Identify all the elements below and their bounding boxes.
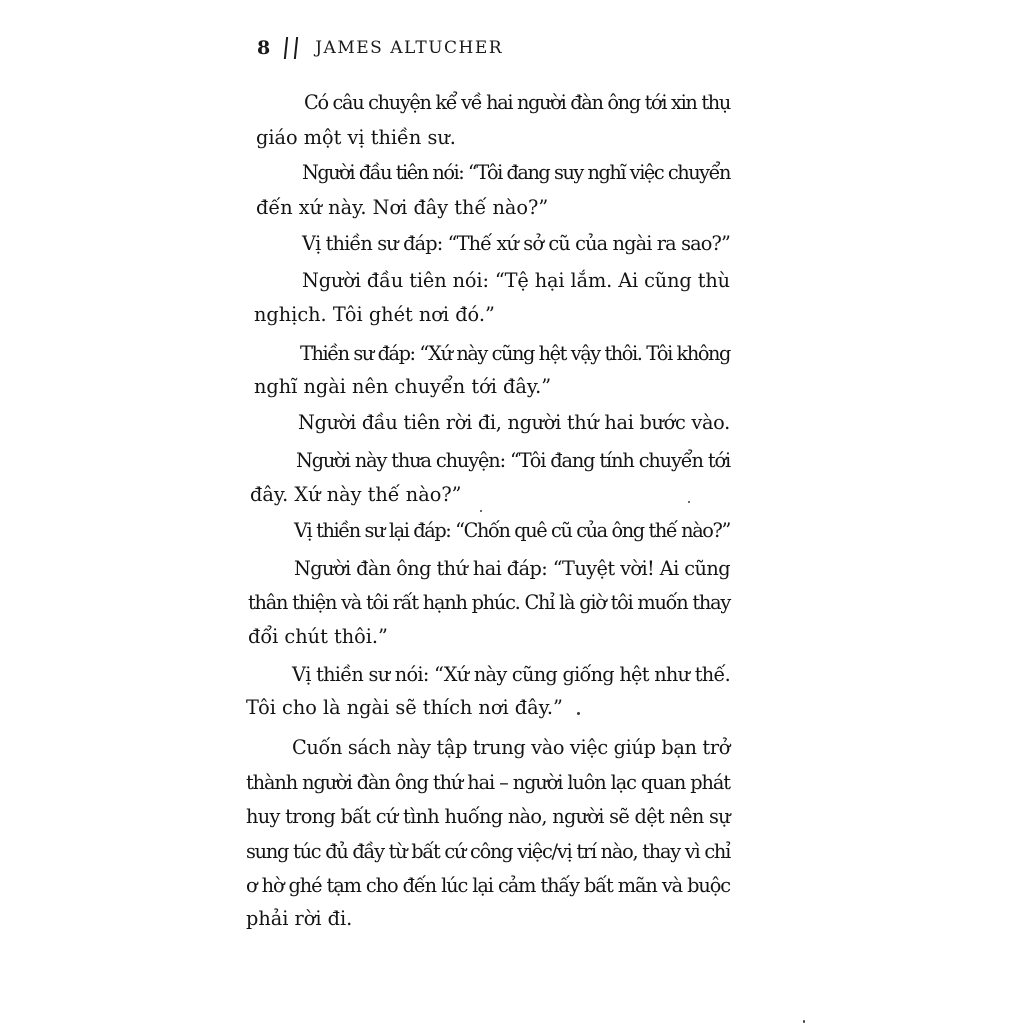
body-line: Có câu chuyện kể về hai người đàn ông tới xin thụ	[304, 91, 730, 114]
scan-speck	[803, 1020, 805, 1023]
body-line: thân thiện và tôi rất hạnh phúc. Chỉ là giờ tôi muốn thay	[248, 591, 731, 614]
body-line: Vị thiền sư đáp: “Thế xứ sở cũ của ngài ra sao?”	[302, 232, 730, 255]
body-line: ơ hờ ghé tạm cho đến lúc lại cảm thấy bất mãn và buộc	[246, 874, 731, 897]
body-line: Người đầu tiên rời đi, người thứ hai bước vào.	[298, 411, 730, 434]
body-line: Vị thiền sư lại đáp: “Chốn quê cũ của ông thế nào?”	[294, 519, 730, 542]
body-line: Thiền sư đáp: “Xứ này cũng hệt vậy thôi. Tôi không	[300, 342, 730, 365]
body-line: đổi chút thôi.”	[248, 625, 388, 648]
body-line: huy trong bất cứ tình huống nào, người sẽ dệt nên sự	[246, 805, 730, 828]
scan-speck	[480, 510, 482, 512]
body-line: phải rời đi.	[246, 907, 353, 930]
body-line: Cuốn sách này tập trung vào việc giúp bạn trở	[292, 736, 730, 759]
body-line: Tôi cho là ngài sẽ thích nơi đây.”	[246, 696, 563, 719]
body-line: thành người đàn ông thứ hai – người luôn lạc quan phát	[246, 771, 730, 794]
body-line: nghịch. Tôi ghét nơi đó.”	[254, 303, 495, 326]
body-line: Người này thưa chuyện: “Tôi đang tính chuyển tới	[296, 449, 730, 472]
body-line: giáo một vị thiền sư.	[256, 126, 456, 149]
body-line: Vị thiền sư nói: “Xứ này cũng giống hệt như thế.	[292, 663, 731, 686]
body-line: đến xứ này. Nơi đây thế nào?”	[256, 196, 549, 219]
scan-speck	[577, 712, 580, 715]
scan-speck	[688, 501, 690, 503]
body-line: Người đầu tiên nói: “Tệ hại lắm. Ai cũng thù	[302, 269, 730, 292]
page-header	[257, 37, 503, 59]
body-line: đây. Xứ này thế nào?”	[250, 483, 462, 506]
body-line: nghĩ ngài nên chuyển tới đây.”	[254, 375, 552, 398]
body-line: Người đầu tiên nói: “Tôi đang suy nghĩ việc chuyển	[302, 161, 731, 184]
running-head-author: JAMES ALTUCHER	[315, 38, 504, 58]
body-line: sung túc đủ đầy từ bất cứ công việc/vị trí nào, thay vì chỉ	[246, 840, 731, 863]
body-line: Người đàn ông thứ hai đáp: “Tuyệt vời! Ai cũng	[294, 557, 730, 580]
page-number: 8	[257, 37, 272, 59]
header-separator	[284, 37, 298, 59]
